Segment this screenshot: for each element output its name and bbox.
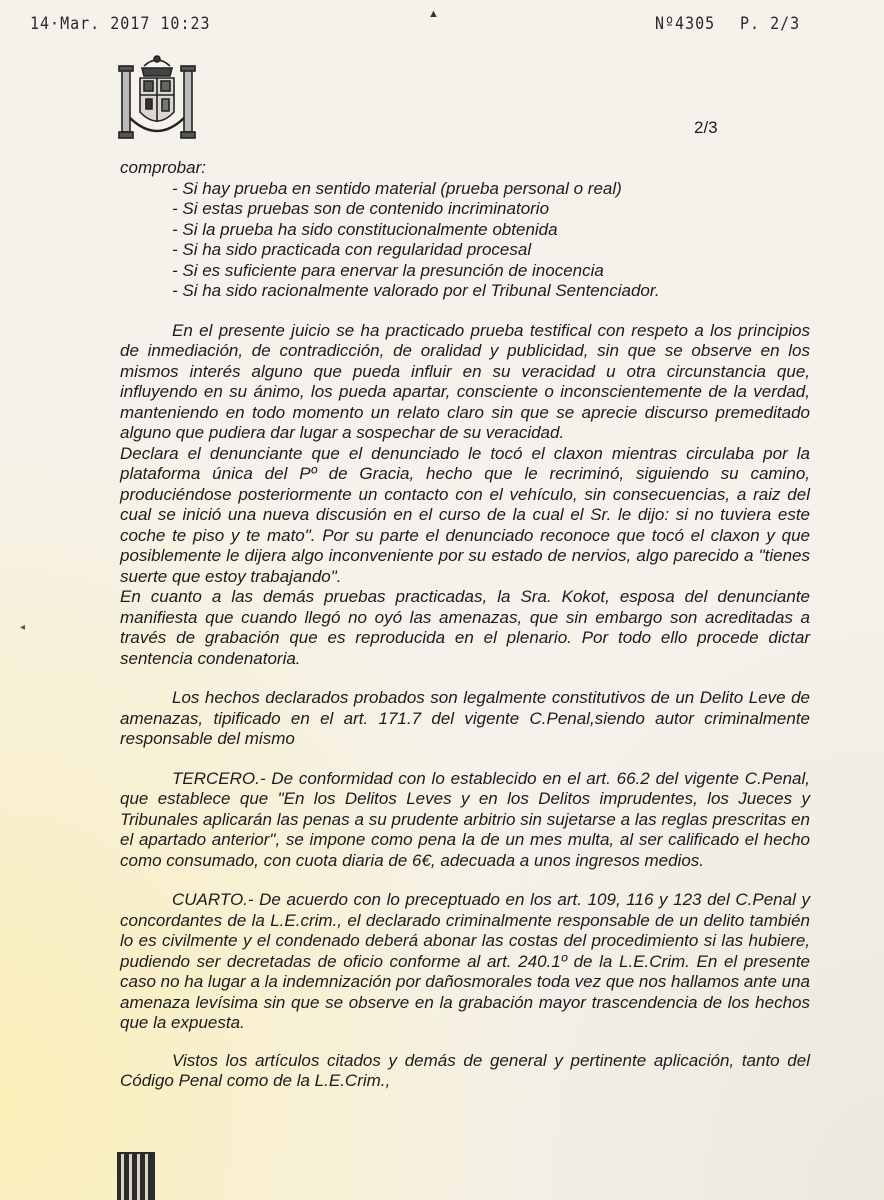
paragraph-testimony-assessment: En el presente juicio se ha practicado prueba testifical con respeto a los principios de inmediación, de contradicción, de oralidad y publicidad, sin que se observe en los mismos interés alguno que pueda influir en su veracidad u otra circunstancia que, influyendo en su ánimo, los pueda apartar, consciente o inconscientemente de la verdad, manteniendo en todo momento un relato claro sin que se aprecie discurso premeditado alguno que pudiera dar lugar a sospechar de su veracidad. — [120, 320, 810, 442]
margin-mark-icon: ◂ — [20, 622, 26, 633]
paragraph-vistos: Vistos los artículos citados y demás de general y pertinente aplicación, tanto del Código Penal como de la L.E.Crim., — [120, 1050, 810, 1090]
list-item: - Si ha sido practicada con regularidad procesal — [172, 240, 532, 259]
fax-page: P. 2/3 — [740, 12, 801, 34]
criteria-list — [120, 179, 810, 302]
paragraph-complainant-declaration: Declara el denunciante que el denunciado le tocó el claxon mientras circulaba por la plataforma única del Pº de Gracia, hecho que le recriminó, siguiendo su camino, produciéndose posteriormente un contacto con el vehículo, sin consecuencias, a raiz del cual se inició una nueva discusión en el curso de la cual el Sr. le dijo: si no tuviera este coche te piso y te mato". Por su parte el denunciado reconoce que tocó el claxon y que posiblemente le dijera algo inconveniente por su estado de nervios, algo parecido a "tienes suerte que estoy trabajando". — [120, 443, 810, 586]
paragraph-other-evidence: En cuanto a las demás pruebas practicadas, la Sra. Kokot, esposa del denunciante manifiesta que cuando llegó no oyó las amenazas, que sin embargo son acreditadas a través de grabación que es reproducida en el plenario. Por todo ello procede dictar sentencia condenatoria. — [120, 587, 810, 668]
list-item: - Si la prueba ha sido constitucionalmente obtenida — [172, 219, 558, 239]
paragraph-legal-qualification: Los hechos declarados probados son legalmente constitutivos de un Delito Leve de amenazas, tipificado en el art. 171.7 del vigente C.Penal,siendo autor criminalmente responsable del mismo — [120, 688, 810, 748]
fax-timestamp: 14·Mar. 2017 10:23 — [30, 12, 211, 34]
page-number: 2/3 — [694, 118, 718, 137]
coat-of-arms-icon — [112, 52, 202, 148]
fax-triangle-icon: ▲ — [428, 8, 439, 20]
list-item: - Si hay prueba en sentido material (prueba personal o real) — [172, 178, 622, 198]
catalan-emblem-icon — [115, 1150, 157, 1200]
document-body — [120, 158, 810, 1092]
lead-text: comprobar: — [120, 158, 206, 177]
list-item: - Si es suficiente para enervar la presunción de inocencia — [172, 260, 604, 280]
paragraph-cuarto: CUARTO.- De acuerdo con lo preceptuado en los art. 109, 116 y 123 del C.Penal y concordantes de la L.E.crim., el declarado criminalmente responsable de un delito también lo es civilmente y el condenado deberá abonar las costas del procedimiento si las hubiere, pudiendo ser decretadas de oficio conforme al art. 240.1º de la L.E.Crim. En el presente caso no ha lugar a la indemnización por dañosmorales toda vez que nos hallamos ante una amenaza levísima sin que se observe en la grabación mayor trascendencia de los hechos que la expuesta. — [120, 890, 810, 1032]
list-item: - Si ha sido racionalmente valorado por el Tribunal Sentenciador. — [172, 281, 660, 300]
list-item: - Si estas pruebas son de contenido incriminatorio — [172, 199, 550, 218]
paragraph-tercero: TERCERO.- De conformidad con lo establecido en el art. 66.2 del vigente C.Penal, que establece que "En los Delitos Leves y en los Delitos imprudentes, los Jueces y Tribunales aplicarán las penas a su prudente arbitrio sin sujetarse a las reglas prescritas en el apartado anterior", se impone como pena la de un mes multa, al ser calificado el hecho como consumado, con cuota diaria de 6€, adecuada a unos ingresos medios. — [120, 768, 810, 870]
fax-number: Nº4305 — [655, 12, 716, 34]
